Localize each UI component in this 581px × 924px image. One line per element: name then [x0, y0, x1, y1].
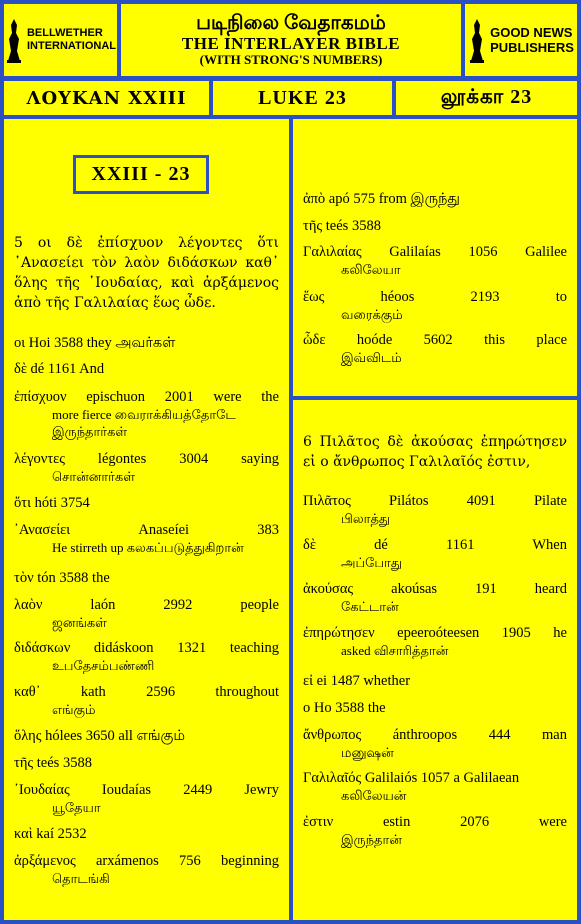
title-block [121, 4, 461, 76]
right-bottom-column [293, 400, 577, 920]
word-entry: καὶ kaí 2532 [14, 826, 87, 842]
word-entry: λέγοντες légontes 3004 saying [14, 451, 279, 467]
logo-line: PUBLISHERS [490, 40, 574, 55]
word-entry: ἐπίσχυον epischuon 2001 were the [14, 389, 279, 405]
word-entry: Γαλιλαῖός Galilaiós 1057 a Galilaean [303, 770, 520, 786]
word-entry: ᾽Ιουδαίας Ioudaías 2449 Jewry [14, 782, 279, 798]
word-entry: ἐπηρώτησεν epeeroóteesen 1905 he [303, 625, 567, 641]
statue-icon [468, 17, 486, 63]
chapter-label: XXIII - 23 [73, 155, 209, 194]
word-entry: ο Ho 3588 the [303, 700, 386, 716]
word-gloss: பிலாத்து [341, 511, 391, 526]
word-gloss: இவ்விடம் [341, 350, 402, 365]
word-gloss: இருந்தான் [341, 832, 402, 847]
word-gloss: உபதேசம்பண்ணி [52, 658, 155, 673]
title-english: THE INTERLAYER BIBLE [181, 34, 401, 53]
word-entry: τῆς teés 3588 [303, 218, 381, 234]
word-gloss: கலிலேயா [341, 262, 401, 277]
word-gloss: He stirreth up கலகப்படுத்துகிறான் [52, 540, 244, 555]
word-entry: τὸν tón 3588 the [14, 570, 110, 586]
word-entry: ὦδε hoóde 5602 this place [303, 332, 567, 348]
word-gloss: வரைக்கும் [341, 307, 403, 322]
ref-tamil-text: லூக்கா 23 [440, 85, 533, 108]
word-entry: ἐστιν estin 2076 were [303, 814, 567, 830]
title-tamil: படிநிலை வேதாகமம் [196, 12, 386, 34]
word-gloss: தொடங்கி [52, 871, 110, 886]
word-gloss: more fierce வைராக்கியத்தோடே [52, 407, 236, 422]
ref-tamil [396, 81, 577, 115]
logo-line: BELLWETHER [26, 27, 103, 39]
verse-6: 6 Πιλᾶτος δὲ ἀκούσας ἐπηρώτησεν εἰ ο ἄνθρωπος Γαλιλαῖός ἐστιν, [303, 434, 567, 470]
word-entry: λαὸν laón 2992 people [14, 597, 279, 613]
word-entry: Πιλᾶτος Pilátos 4091 Pilate [303, 493, 567, 509]
word-entry: ὅτι hóti 3754 [14, 495, 90, 511]
word-entry: ἄνθρωπος ánthroopos 444 man [303, 727, 567, 743]
word-entry: Γαλιλαίας Galilaías 1056 Galilee [303, 244, 567, 260]
word-gloss: அப்போது [341, 555, 403, 570]
word-gloss: கலிலேயன் [341, 788, 407, 803]
word-entry: ἕως héoos 2193 to [303, 289, 567, 305]
word-gloss: கேட்டான் [341, 599, 399, 614]
word-gloss: எங்கும் [52, 702, 96, 717]
subtitle: (WITH STRONG'S NUMBERS) [199, 52, 383, 67]
word-entry: ὅλης hólees 3650 all எங்கும் [14, 728, 185, 744]
word-gloss: ஜனங்கள் [52, 615, 107, 630]
logo-bellwether [4, 4, 117, 76]
word-gloss: மனுஷன் [341, 745, 394, 760]
word-gloss: asked விசாரித்தான் [341, 643, 449, 658]
logo-goodnews [465, 4, 577, 76]
word-entry: διδάσκων didáskoon 1321 teaching [14, 640, 279, 656]
ref-greek [4, 81, 209, 115]
word-gloss: சொன்னார்கள் [52, 469, 135, 484]
ref-greek-text: ΛΟΥΚΑΝ XXIII [26, 87, 187, 109]
word-entry: δὲ dé 1161 When [303, 537, 567, 553]
word-entry: ἀρξάμενος arxámenos 756 beginning [14, 853, 279, 869]
word-gloss: இருந்தார்கள் [52, 424, 128, 439]
word-entry: καθ᾽ kath 2596 throughout [14, 684, 279, 700]
ref-english [213, 81, 392, 115]
logo-line: GOOD NEWS [490, 25, 573, 40]
word-gloss: யூதேயா [52, 800, 101, 815]
ref-english-text: LUKE 23 [258, 86, 347, 109]
word-entry: ἀκούσας akoúsas 191 heard [303, 581, 567, 597]
word-entry: τῆς teés 3588 [14, 755, 92, 771]
statue-icon [5, 17, 23, 63]
word-entry: εἰ ei 1487 whether [303, 673, 411, 689]
word-entry: ᾽Ανασείει Anaseíei 383 [14, 522, 279, 538]
word-entry: οι Hoi 3588 they அவர்கள் [14, 335, 176, 351]
verse-5: 5 οι δὲ ἐπίσχυον λέγοντες ὅτι ᾽Ανασείει τὸν λαὸν διδάσκων καθ᾽ ὅλης τῆς ᾽Ιουδαίας, καὶ ἀρξάμενος ἀπὸ τῆς Γαλιλαίας ἕως ὦδε. [14, 235, 279, 311]
word-entry: ἀπὸ apó 575 from இருந்து [303, 191, 460, 207]
word-entry: δὲ dé 1161 And [14, 361, 105, 377]
logo-line: INTERNATIONAL [26, 40, 116, 52]
